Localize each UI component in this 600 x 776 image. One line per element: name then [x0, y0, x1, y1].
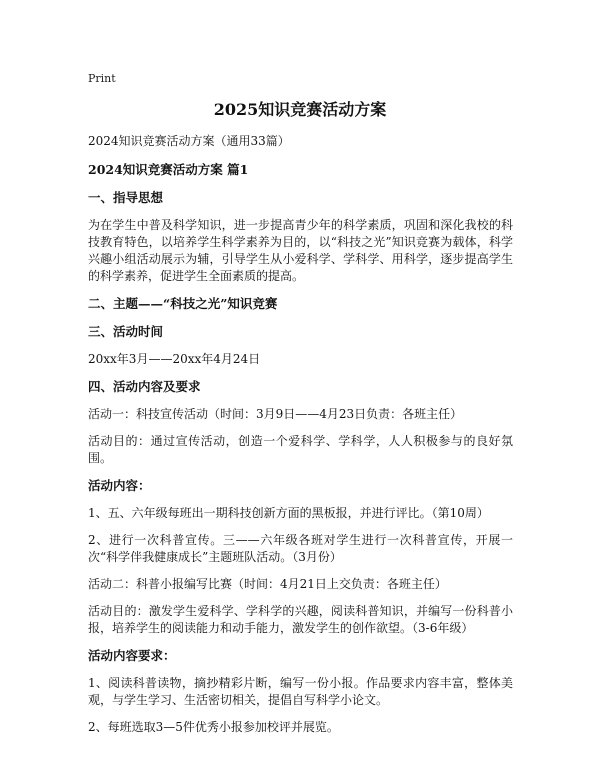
print-label: Print [88, 72, 116, 85]
section-heading-theme: 二、主题——“科技之光”知识竞赛 [88, 296, 278, 311]
section-heading-content-requirements: 四、活动内容及要求 [88, 379, 201, 394]
document-body [88, 133, 513, 746]
section-text-activity-time: 20xx年3月——20xx年4月24日 [88, 352, 261, 366]
section-heading-guiding-ideology: 一、指导思想 [88, 190, 164, 205]
activity-two-requirements-heading: 活动内容要求： [88, 648, 176, 663]
document-title: 2025知识竞赛活动方案 [213, 100, 387, 119]
activity-one-item-1: 1、五、六年级每班出一期科技创新方面的黑板报，并进行评比。（第10周） [88, 506, 489, 520]
activity-two-item-2: 2、每班选取3—5件优秀小报参加校评并展览。 [88, 720, 339, 734]
activity-one-purpose: 活动目的：通过宣传活动，创造一个爱科学、学科学，人人积极参与的良好氛围。 [88, 434, 513, 465]
activity-two: 活动二：科普小报编写比赛（时间：4月21日上交负责：各班主任） [88, 577, 447, 591]
activity-two-purpose: 活动目的：激发学生爱科学、学科学的兴趣，阅读科普知识，并编写一份科普小报，培养学生的阅读能力和动手能力，激发学生的创作欲望。（3-6年级） [88, 604, 513, 635]
section-heading-activity-time: 三、活动时间 [88, 324, 164, 339]
activity-one-item-2: 2、进行一次科普宣传。三——六年级各班对学生进行一次科普宣传，开展一次“科学伴我健康成长”主题班队活动。（3月份） [88, 533, 513, 564]
article-heading: 2024知识竞赛活动方案 篇1 [88, 162, 249, 177]
document-subtitle: 2024知识竞赛活动方案（通用33篇） [88, 134, 290, 148]
activity-one: 活动一：科技宣传活动（时间：3月9日——4月23日负责：各班主任） [88, 407, 463, 421]
section-text-guiding-ideology: 为在学生中普及科学知识，进一步提高青少年的科学素质，巩固和深化我校的科技教育特色，以培养学生科学素养为目的，以“科技之光”知识竞赛为载体，科学兴趣小组活动展示为辅，引导学生从小爱科学、学科学、用科学，逐步提高学生的科学素养，促进学生全面素质的提高。 [88, 218, 513, 283]
activity-two-item-1: 1、阅读科普读物，摘抄精彩片断，编写一份小报。作品要求内容丰富，整体美观，与学生学习、生活密切相关，提倡自写科学小论文。 [88, 676, 513, 707]
activity-one-content-heading: 活动内容： [88, 478, 151, 493]
